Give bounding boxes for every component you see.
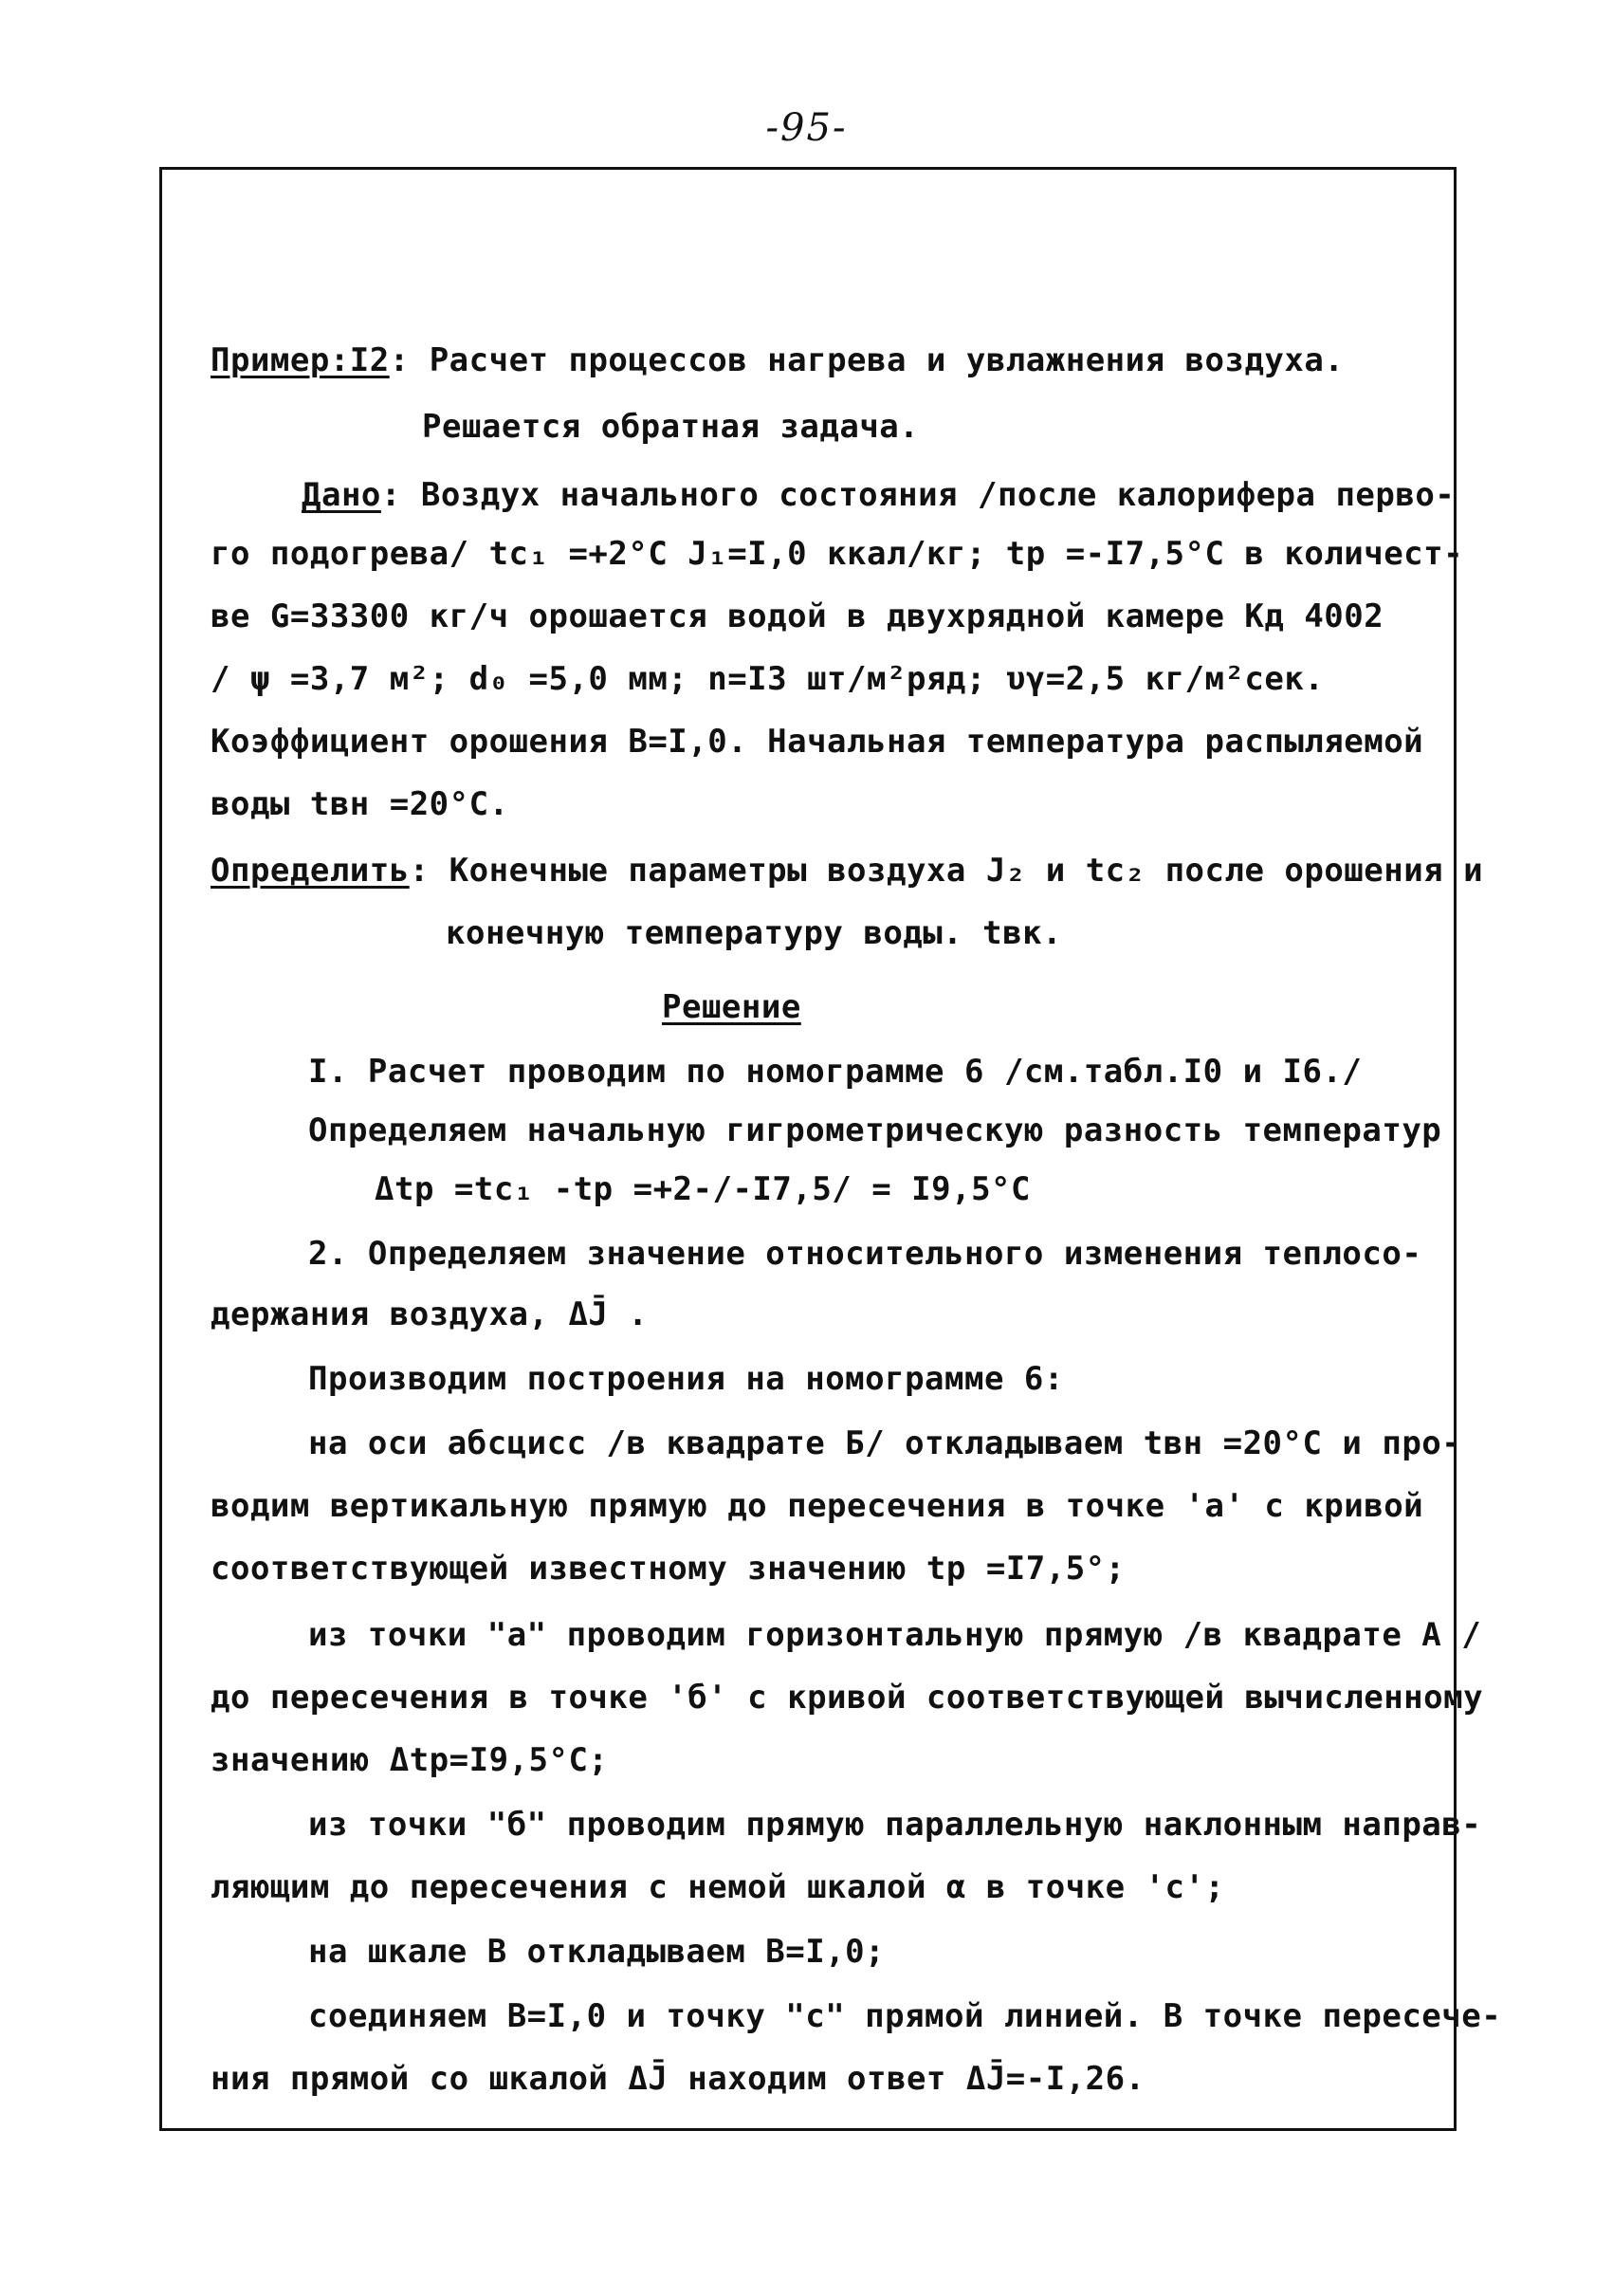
solution-line-1: Определяем начальную гигрометрическую разность температур: [308, 1111, 1442, 1149]
solution-line-2: Δtр =tc₁ -tр =+2-/-I7,5/ = I9,5°C: [375, 1170, 1032, 1208]
solution-line-0: I. Расчет проводим по номограмме 6 /см.табл.I0 и I6./: [308, 1053, 1363, 1091]
example-title: Расчет процессов нагрева и увлажнения воздуха.: [429, 341, 1345, 379]
solution-line-13: ляющим до пересечения с немой шкалой α в точке 'c';: [211, 1868, 1225, 1906]
solution-line-9: из точки "а" проводим горизонтальную прямую /в квадрате А /: [308, 1616, 1482, 1654]
solution-line-15: соединяем B=I,0 и точку "c" прямой линией. В точке пересече-: [308, 1997, 1502, 2035]
determine-line-2: конечную температуру воды. tвк.: [446, 914, 1063, 952]
given-line-4: Коэффициент орошения B=I,0. Начальная температура распыляемой: [211, 723, 1424, 761]
solution-heading: Решение: [662, 988, 801, 1026]
solution-line-7: водим вертикальную прямую до пересечения в точке 'a' с кривой: [211, 1487, 1424, 1525]
given-line-5: воды tвн =20°C.: [211, 785, 509, 823]
solution-line-8: соответствующей известному значению tр =I7,5°;: [211, 1550, 1126, 1588]
determine-text-1: Конечные параметры воздуха J₂ и tc₂ после орошения и: [449, 852, 1484, 890]
determine-label: Определить: [211, 852, 410, 890]
given-line-1: го подогрева/ tc₁ =+2°C J₁=I,0 ккал/кг; tр =-I7,5°C в количест-: [211, 535, 1464, 573]
solution-line-12: из точки "б" проводим прямую параллельную наклонным направ-: [308, 1806, 1482, 1844]
determine-line-1: Определить: Конечные параметры воздуха J₂ и tc₂ после орошения и: [211, 852, 1484, 890]
given-line-2: ве G=33300 кг/ч орошается водой в двухрядной камере Кд 4002: [211, 597, 1384, 635]
given-text-0: Воздух начального состояния /после калорифера перво-: [420, 476, 1456, 514]
solution-line-11: значению Δtр=I9,5°C;: [211, 1741, 609, 1779]
example-line: Пример:I2: Расчет процессов нагрева и увлажнения воздуха.: [211, 341, 1345, 379]
example-subtitle: Решается обратная задача.: [422, 408, 920, 446]
page-number: -95-: [765, 106, 848, 150]
given-line-3: / ψ =3,7 м²; d₀ =5,0 мм; n=I3 шт/м²ряд; υγ=2,5 кг/м²сек.: [211, 660, 1325, 698]
solution-line-14: на шкале B откладываем B=I,0;: [308, 1933, 886, 1971]
solution-line-4: держания воздуха, ΔJ̄ .: [211, 1295, 649, 1333]
example-label: Пример:I2: [211, 341, 390, 379]
given-line-0: Дано: Воздух начального состояния /после калорифера перво-: [302, 476, 1456, 514]
solution-line-6: на оси абсцисс /в квадрате Б/ откладываем tвн =20°C и про-: [308, 1424, 1462, 1462]
solution-line-3: 2. Определяем значение относительного изменения теплосо-: [308, 1235, 1422, 1273]
given-label: Дано: [302, 476, 381, 514]
solution-line-16: ния прямой со шкалой ΔJ̄ находим ответ ΔJ̄=-I,26.: [211, 2060, 1146, 2098]
solution-line-10: до пересечения в точке 'б' с кривой соответствующей вычисленному: [211, 1679, 1484, 1717]
solution-line-5: Производим построения на номограмме 6:: [308, 1360, 1064, 1398]
